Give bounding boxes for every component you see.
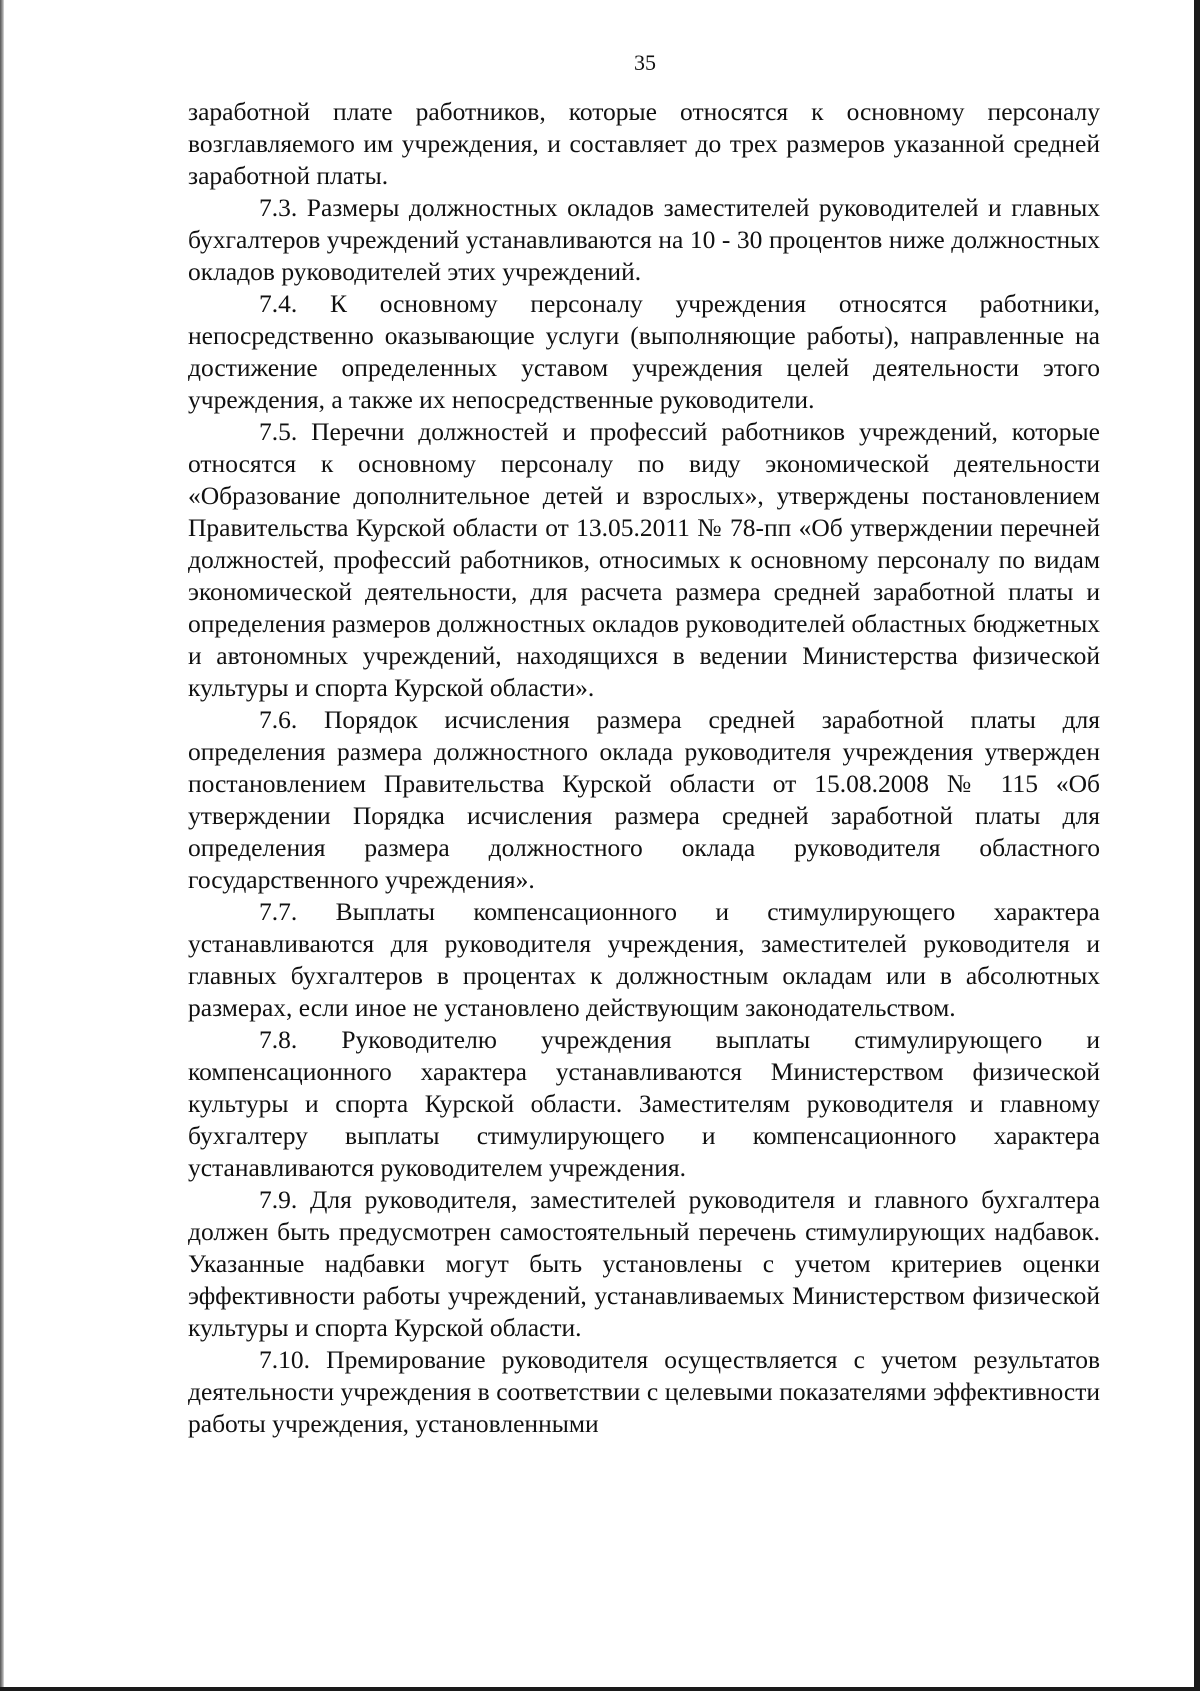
page-number: 35 [634,50,656,75]
paragraph-7-8: 7.8. Руководителю учреждения выплаты стимулирующего и компенсационного характера устанавливаются Министерством физической культуры и спорта Курской области. Заместителям руководителя и главному бухгалтеру выплаты стимулирующего и компенсационного характера устанавливаются руководителем учреждения. [188,1025,1100,1182]
scan-edge-right [1194,0,1200,1691]
document-body [188,96,1100,1440]
paragraph-7-5: 7.5. Перечни должностей и профессий работников учреждений, которые относятся к основному персоналу по виду экономической деятельности «Образование дополнительное детей и взрослых», утверждены постановлением Правительства Курской области от 13.05.2011 № 78-пп «Об утверждении перечней должностей, профессий работников, относимых к основному персоналу по видам экономической деятельности, для расчета размера средней заработной платы и определения размеров должностных окладов руководителей областных бюджетных и автономных учреждений, находящихся в ведении Министерства физической культуры и спорта Курской области». [188,417,1100,702]
paragraph-7-6: 7.6. Порядок исчисления размера средней заработной платы для определения размера должностного оклада руководителя учреждения утвержден постановлением Правительства Курской области от 15.08.2008 № 115 «Об утверждении Порядка исчисления размера средней заработной платы для определения размера должностного оклада руководителя областного государственного учреждения». [188,705,1100,894]
paragraph-7-7: 7.7. Выплаты компенсационного и стимулирующего характера устанавливаются для руководителя учреждения, заместителей руководителя и главных бухгалтеров в процентах к должностным окладам или в абсолютных размерах, если иное не установлено действующим законодательством. [188,897,1100,1022]
scan-edge-left [0,0,4,1691]
paragraph-continuation: заработной плате работников, которые относятся к основному персоналу возглавляемого им учреждения, и составляет до трех размеров указанной средней заработной платы. [188,97,1100,190]
paragraph-7-9: 7.9. Для руководителя, заместителей руководителя и главного бухгалтера должен быть предусмотрен самостоятельный перечень стимулирующих надбавок. Указанные надбавки могут быть установлены с учетом критериев оценки эффективности работы учреждений, устанавливаемых Министерством физической культуры и спорта Курской области. [188,1185,1100,1342]
paragraph-7-10: 7.10. Премирование руководителя осуществляется с учетом результатов деятельности учреждения в соответствии с целевыми показателями эффективности работы учреждения, установленными [188,1345,1100,1438]
paragraph-7-4: 7.4. К основному персоналу учреждения относятся работники, непосредственно оказывающие услуги (выполняющие работы), направленные на достижение определенных уставом учреждения целей деятельности этого учреждения, а также их непосредственные руководители. [188,289,1100,414]
scan-edge-bottom [0,1687,1200,1691]
paragraph-7-3: 7.3. Размеры должностных окладов заместителей руководителей и главных бухгалтеров учреждений устанавливаются на 10 - 30 процентов ниже должностных окладов руководителей этих учреждений. [188,193,1100,286]
